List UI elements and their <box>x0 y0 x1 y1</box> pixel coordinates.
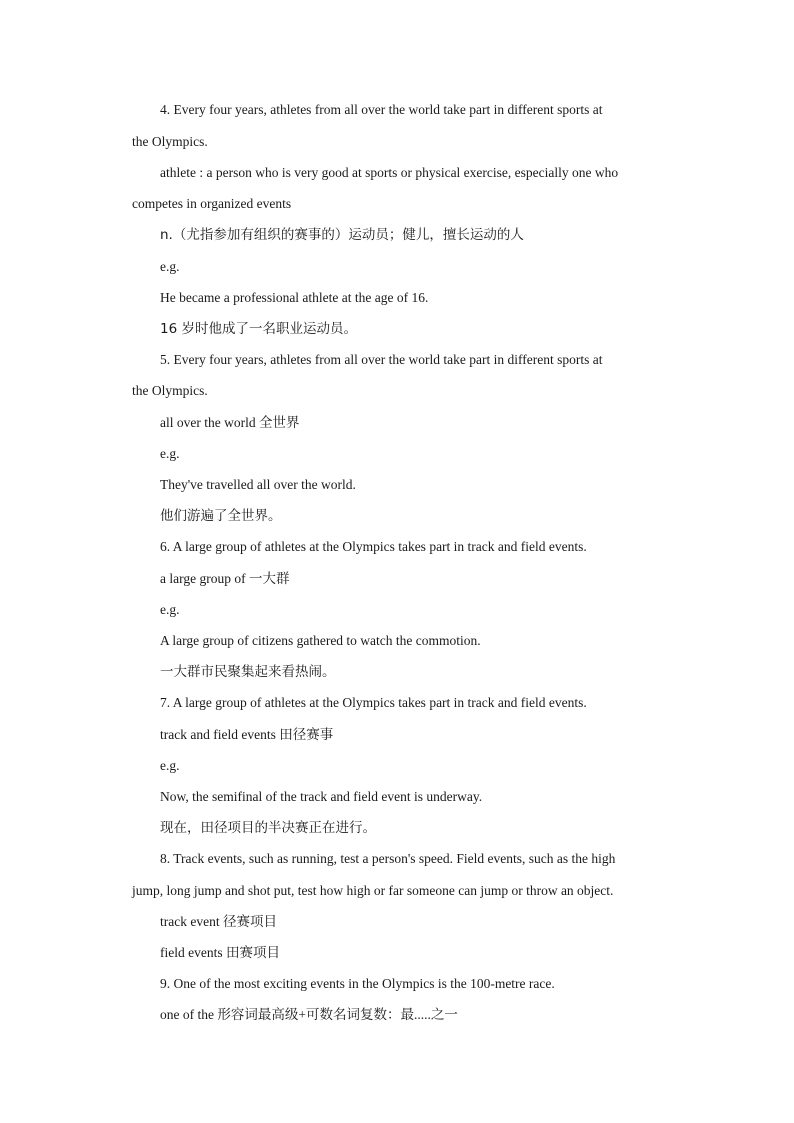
example-label: e.g. <box>160 758 180 773</box>
item-9-sentence: 9. One of the most exciting events in the Olympics is the 100-metre race. <box>160 976 555 991</box>
athlete-example-translation: 16 岁时他成了一名职业运动员。 <box>160 321 357 337</box>
track-field-example: Now, the semifinal of the track and field event is underway. <box>160 789 483 804</box>
item-7-sentence: 7. A large group of athletes at the Olympics takes part in track and field events. <box>160 695 587 710</box>
example-label: e.g. <box>160 446 180 461</box>
item-8-sentence-cont: jump, long jump and shot put, test how high or far someone can jump or throw an object. <box>132 883 614 898</box>
all-over-example: They've travelled all over the world. <box>160 477 356 492</box>
athlete-example: He became a professional athlete at the age of 16. <box>160 290 429 305</box>
phrase-one-of-the: one of the 形容词最高级+可数名词复数：最.....之一 <box>160 1007 458 1022</box>
phrase-track-and-field: track and field events 田径赛事 <box>160 727 334 742</box>
phrase-track-event: track event 径赛项目 <box>160 914 277 929</box>
large-group-example-translation: 一大群市民聚集起来看热闹。 <box>160 664 336 680</box>
example-label: e.g. <box>160 259 180 274</box>
item-4-sentence: 4. Every four years, athletes from all over the world take part in different sports at <box>160 102 603 117</box>
phrase-field-events: field events 田赛项目 <box>160 945 280 960</box>
track-field-example-translation: 现在，田径项目的半决赛正在进行。 <box>160 820 376 836</box>
example-label: e.g. <box>160 602 180 617</box>
athlete-definition-cont: competes in organized events <box>132 196 292 211</box>
phrase-large-group: a large group of 一大群 <box>160 571 290 586</box>
item-8-sentence: 8. Track events, such as running, test a person's speed. Field events, such as the high <box>160 851 616 866</box>
all-over-example-translation: 他们游遍了全世界。 <box>160 508 282 524</box>
item-6-sentence: 6. A large group of athletes at the Olympics takes part in track and field events. <box>160 539 587 554</box>
item-5-sentence: 5. Every four years, athletes from all over the world take part in different sports at <box>160 352 603 367</box>
phrase-all-over-the-world: all over the world 全世界 <box>160 415 300 430</box>
item-4-sentence-cont: the Olympics. <box>132 134 208 149</box>
athlete-chinese-definition: n.（尤指参加有组织的赛事的）运动员；健儿，擅长运动的人 <box>160 227 524 243</box>
item-5-sentence-cont: the Olympics. <box>132 383 208 398</box>
athlete-definition: athlete : a person who is very good at sports or physical exercise, especially one who <box>160 165 619 180</box>
large-group-example: A large group of citizens gathered to watch the commotion. <box>160 633 481 648</box>
